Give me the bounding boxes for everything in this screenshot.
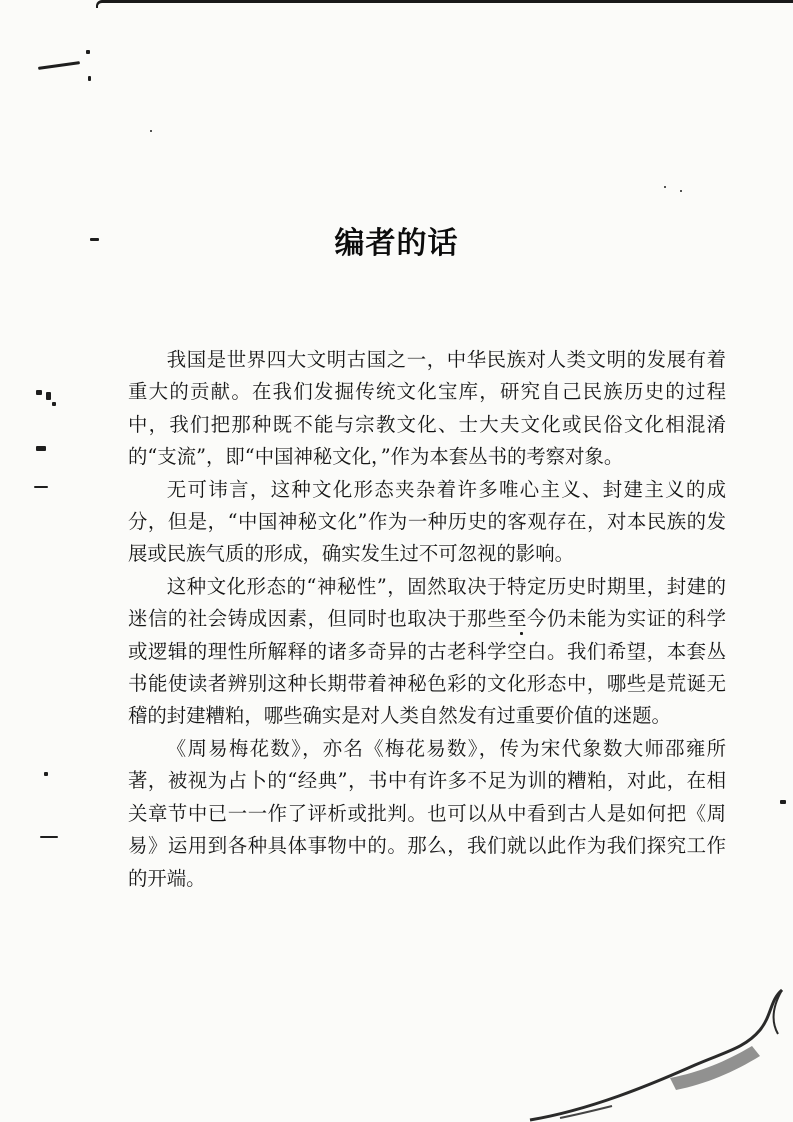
scan-speck: [780, 800, 786, 804]
scan-speck: [36, 390, 42, 395]
scan-speck: [46, 392, 51, 400]
scan-speck: [150, 130, 152, 132]
body-text: [128, 344, 726, 895]
scan-speck: [86, 50, 90, 54]
paragraph: 这种文化形态的“神秘性”，固然取决于特定历史时期里，封建的迷信的社会铸成因素，但同时也取决于那些至今仍未能为实证的科学或逻辑的理性所解释的诸多奇异的古老科学空白。我们希望，本套丛书能使读者辨别这种长期带着神秘色彩的文化形态中，哪些是荒诞无稽的封建糟粕，哪些确实是对人类自然发有过重要价值的迷题。: [128, 574, 726, 728]
scan-speck: [36, 446, 46, 451]
paragraph: 我国是世界四大文明古国之一，中华民族对人类文明的发展有着重大的贡献。在我们发掘传统文化宝库，研究自己民族历史的过程中，我们把那种既不能与宗教文化、士大夫文化或民俗文化相混淆的“支流”，即“中国神秘文化，”作为本套丛书的考察对象。: [128, 348, 726, 469]
scan-speck: [40, 836, 58, 838]
paragraph: 无可讳言，这种文化形态夹杂着许多唯心主义、封建主义的成分，但是，“中国神秘文化”作为一种历史的客观存在，对本民族的发展或民族气质的形成，确实发生过不可忽视的影响。: [128, 477, 726, 566]
scan-speck: [680, 190, 682, 192]
scan-speck: [38, 61, 80, 70]
scan-speck: [34, 486, 48, 488]
scan-speck: [52, 402, 56, 406]
page-title: 编者的话: [334, 226, 459, 261]
scan-speck: [88, 76, 91, 81]
scan-speck: [44, 772, 48, 776]
scan-speck: [664, 186, 666, 188]
page-top-edge: [96, 0, 793, 8]
paragraph: 《周易梅花数》，亦名《梅花易数》，传为宋代象数大师邵雍所著，被视为占卜的“经典”，书中有许多不足为训的糟粕，对此，在相关章节中已一一作了评析或批判。也可以从中看到古人是如何把《周易》运用到各种具体事物中的。那么，我们就以此作为我们探究工作的开端。: [128, 736, 726, 890]
scan-artifact: [520, 960, 793, 1122]
